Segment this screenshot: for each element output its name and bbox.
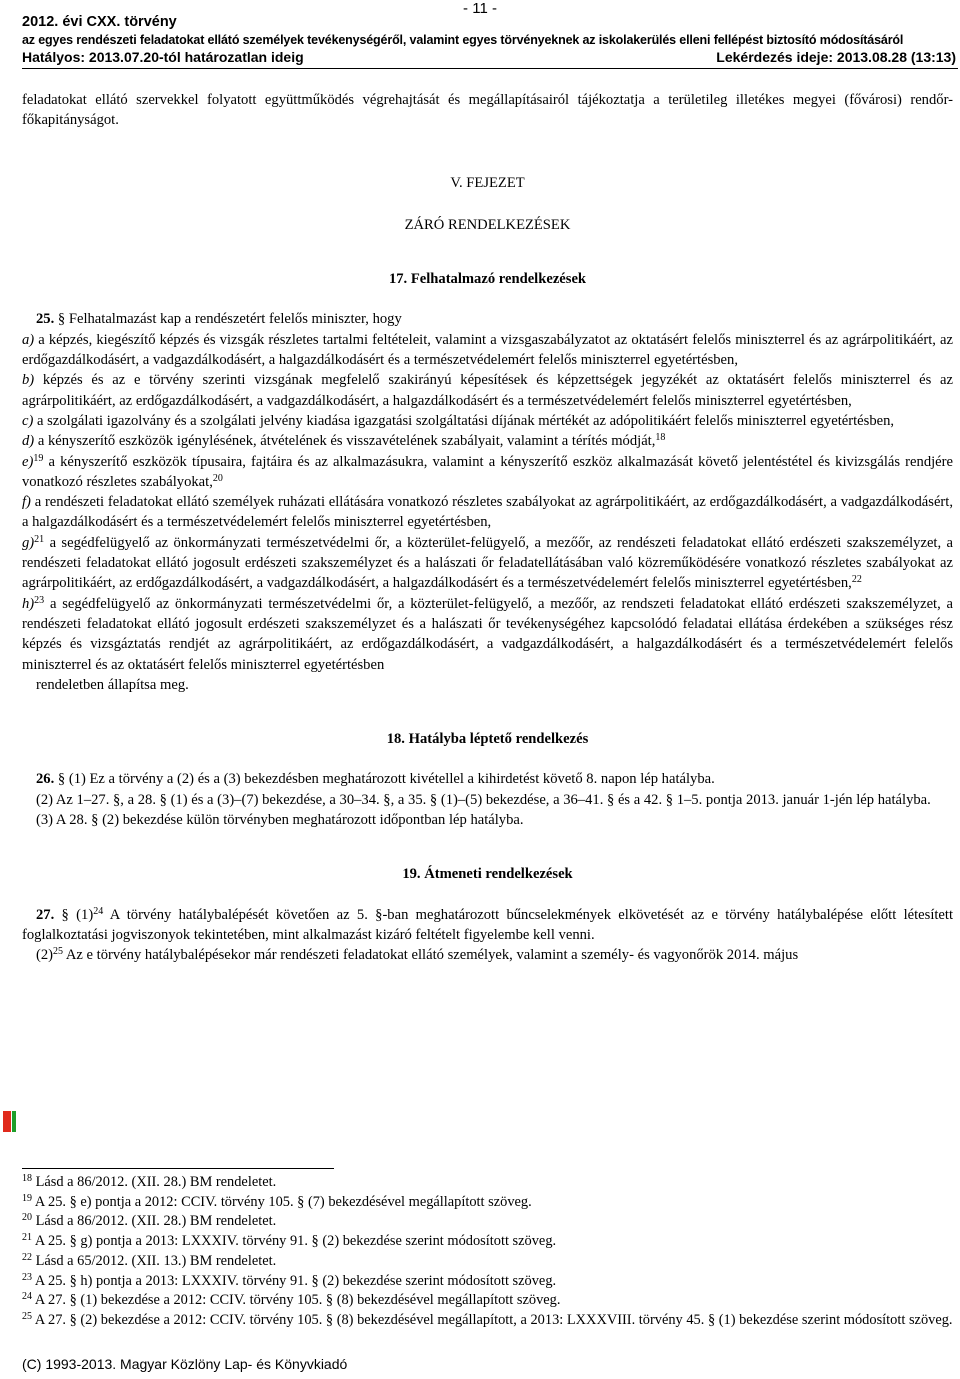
paragraph-26-3: (3) A 28. § (2) bekezdése külön törvényben meghatározott időpontban lép hatályba. [36, 812, 524, 829]
footnote [22, 1252, 953, 1272]
point-a [22, 330, 953, 371]
point-d-text: a kényszerítő eszközök igénylésének, átvételének és visszavételének szabályait, valamint a térítés módját, [37, 433, 656, 450]
closing-line: rendeletben állapítsa meg. [36, 676, 189, 693]
point-e [22, 452, 953, 493]
footnote-ref-19[interactable]: 19 [33, 452, 44, 464]
footnote-ref-25[interactable]: 25 [53, 946, 64, 958]
paragraph-27-2 [22, 945, 953, 965]
footnote-text: A 25. § g) pontja a 2013: LXXXIV. törvény 91. § (2) bekezdése szerint módosított szöveg. [34, 1233, 557, 1250]
footnote [22, 1311, 953, 1331]
law-title: 2012. évi CXX. törvény [22, 14, 177, 30]
point-b-text: képzés és az e törvény szerinti vizsgának megfelelő szakirányú képesítések és képzettségek jegyzékét az oktatásért felelős miniszterrel és az agrárpolitikáért, az erdőgazdálkodásért, a vadgazdálkodásért, a halgazdálkodásért és a természetvédelemért felelős miniszterrel egyetértésben, [22, 372, 953, 409]
page-number: - 11 - [463, 0, 497, 17]
footnote-text: A 25. § h) pontja a 2013: LXXXIV. törvény 91. § (2) bekezdése szerint módosított szöveg. [34, 1272, 557, 1289]
point-d-label: d) [22, 433, 35, 450]
footnote-text: Lásd a 86/2012. (XII. 28.) BM rendeletet. [35, 1213, 277, 1230]
point-f [22, 492, 953, 533]
footnote-text: A 27. § (2) bekezdése a 2012: CCIV. törvény 105. § (8) bekezdésével megállapított, a 2013: LXXXVIII. törvény 45. § (1) bekezdése szerint módosított szöveg. [34, 1311, 953, 1328]
paragraph-27-1-text: A törvény hatálybalépését követően az 5. §-ban meghatározott bűncselekmények elkövetését az e törvény hatálybalépése előtt létesített foglalkoztatási jogviszonyok tekintetében, mint alkalmazást kizáró feltételt figyelembe kell venni. [22, 906, 954, 943]
point-f-label: f) [22, 494, 31, 511]
section-19-title: 19. Átmeneti rendelkezések [402, 866, 573, 883]
paragraph-25-number: 25. [36, 311, 55, 328]
footnote-ref-21[interactable]: 21 [34, 533, 45, 545]
point-g-text: a segédfelügyelő az önkormányzati természetvédelmi őr, a közterület-felügyelő, a mezőőr, az rendészeti feladatokat ellátó erdészeti szakszemélyzet, a rendészeti feladatokat ellátó jogosult erdészeti szakszemélyzet és a halászati őr feladatellátásában való közreműködésére vonatkozó részletes szabályokat az agrárpolitikáért, az erdőgazdálkodásért, a vadgazdálkodásért, a halgazdálkodásért és a természetvédelemért felelős miniszterrel egyetértésben, [22, 534, 953, 592]
footnote-number: 21 [22, 1232, 32, 1244]
footnote-ref-22[interactable]: 22 [851, 574, 862, 586]
law-description: az egyes rendészeti feladatokat ellátó személyek tevékenységéről, valamint egyes törvényeknek az iskolakerülés elleni fellépést biztosító módosításáról [22, 33, 904, 47]
footnote-number: 23 [22, 1271, 32, 1283]
footnote-number: 24 [22, 1291, 32, 1303]
query-date: Lekérdezés ideje: 2013.08.28 (13:13) [716, 49, 956, 65]
footnote [22, 1173, 953, 1193]
footnotes [22, 1173, 953, 1331]
footnote-rule [22, 1168, 334, 1169]
paragraph-26-1: 26. § (1) Ez a törvény a (2) és a (3) bekezdésben meghatározott kivétellel a kihirdetést követő 8. napon lép hatályba. [36, 771, 715, 788]
point-h-label: h) [22, 595, 35, 612]
paragraph-27-1-label: (1) [76, 906, 94, 923]
paragraph-26-number: 26. [36, 771, 55, 788]
paragraph-26-1-text: (1) Ez a törvény a (2) és a (3) bekezdésben meghatározott kivétellel a kihirdetést követő 8. napon lép hatályba. [68, 771, 715, 788]
paragraph-27-1: 27. § $(1)^{24}$ A törvény hatálybalépését követően az 5. §-ban meghatározott bűncselekmények elkövetését az e törvény hatálybalépése előtt létesített foglalkoztatási jogviszonyok tekintetében, mint alkalmazást kizáró feltételt figyelembe kell venni. [22, 905, 954, 943]
footnote [22, 1212, 953, 1232]
change-marker-green [12, 1111, 16, 1132]
paragraph-27-2-label: (2) [36, 947, 54, 964]
chapter-title: ZÁRÓ RENDELKEZÉSEK [404, 216, 571, 233]
point-g [22, 533, 953, 594]
footnote-text: A 25. § e) pontja a 2012: CCIV. törvény 105. § (7) bekezdésével megállapított szöveg. [34, 1193, 532, 1210]
footnote-number: 25 [22, 1310, 32, 1322]
copyright: (C) 1993-2013. Magyar Közlöny Lap- és Könyvkiadó [22, 1356, 348, 1372]
footnote-text: Lásd a 65/2012. (XII. 13.) BM rendeletet. [35, 1252, 277, 1269]
effective-date: Hatályos: 2013.07.20-tól határozatlan ideig [22, 49, 304, 65]
footnote-ref-20[interactable]: 20 [212, 472, 223, 484]
point-e-text: a kényszerítő eszközök típusaira, fajtáira és az alkalmazásukra, valamint a kényszerítő eszköz alkalmazását követő jelentéstétel és kivizsgálás rendjére vonatkozó részletes szabályokat, [22, 453, 953, 490]
point-d [22, 431, 953, 451]
footnote-ref-23[interactable]: 23 [34, 594, 45, 606]
footnote [22, 1291, 953, 1311]
point-c-label: c) [22, 412, 34, 429]
point-a-text: a képzés, kiegészítő képzés és vizsgák részletes tartalmi feltételeit, valamint a vizsgaszabályzatot az oktatásért felelős miniszterrel és az agrárpolitikáért, az erdőgazdálkodásért, a vadgazdálkodásért, a halgazdálkodásért és a természetvédelemért felelős miniszterrel egyetértésben, [22, 331, 953, 369]
point-b-label: b) [22, 372, 35, 389]
paragraph-27-2-text: Az e törvény hatálybalépésekor már rendészeti feladatokat ellátó személyek, valamint a személy- és vagyonőrök 2014. május [65, 947, 799, 964]
paragraph-25: 25. § Felhatalmazást kap a rendészetért felelős miniszter, hogy [36, 311, 402, 328]
point-g-label: g) [22, 534, 35, 551]
footnote-number: 22 [22, 1251, 32, 1263]
section-18-title: 18. Hatályba léptető rendelkezés [386, 731, 589, 748]
paragraph-26-2: (2) Az 1–27. §, a 28. § (1) és a (3)–(7) bekezdése, a 30–34. §, a 35. § (1)–(5) bekezdése, a 36–41. § és a 42. § 1–5. pontja 2013. január 1-jén lép hatályba. [36, 791, 931, 808]
footnote-number: 18 [22, 1173, 32, 1184]
point-e-label: e) [22, 453, 34, 470]
footnote [22, 1272, 953, 1292]
document-body [22, 90, 953, 966]
point-f-text: a rendészeti feladatokat ellátó személyek ruházati ellátására vonatkozó részletes szabályokat az agrárpolitikáért, az erdőgazdálkodásért, a vadgazdálkodásért, a halgazdálkodásért és a természetvédelemért felelős miniszterrel egyetértésben, [22, 494, 953, 531]
status-row [22, 49, 958, 65]
footnote-ref-24[interactable]: 24 [93, 905, 104, 917]
footnote [22, 1193, 953, 1213]
point-c-text: a szolgálati igazolvány és a szolgálati jelvény kiadása igazgatási szolgáltatási díjának mértékét az adópolitikáért felelős miniszterrel egyetértésben, [37, 412, 895, 429]
footnote-number: 20 [22, 1212, 32, 1224]
paragraph-25-text: Felhatalmazást kap a rendészetért felelős miniszter, hogy [68, 311, 402, 328]
footnote-ref-18[interactable]: 18 [655, 432, 666, 444]
intro-paragraph: feladatokat ellátó szervekkel folyatott együttműködés végrehajtását és megállapításairól tájékoztatja a területileg illetékes megyei (fővárosi) rendőr-főkapitányságot. [22, 92, 953, 129]
point-c [22, 411, 953, 431]
header-rule [22, 68, 958, 69]
footnote-number: 19 [22, 1192, 32, 1204]
point-b [22, 370, 953, 411]
point-a-label: a) [22, 331, 35, 348]
change-marker-red [3, 1111, 11, 1132]
point-h [22, 594, 953, 675]
chapter-heading: V. FEJEZET [450, 174, 525, 191]
footnote [22, 1232, 953, 1252]
section-17-title: 17. Felhatalmazó rendelkezések [388, 271, 587, 288]
point-h-text: a segédfelügyelő az önkormányzati természetvédelmi őr, a közterület-felügyelő, a mezőőr, az rendszeti feladatokat ellátó erdészeti szakszemélyzet, a rendészeti feladatokat ellátó jogosult erdészeti szakszemélyzet és a halászati őr tevékenységéhez kapcsolódó feladatai ellátása érdekében a szükséges rész képzés és vizsgáztatás rendjét az agrárpolitikáért, az erdőgazdálkodásért, a vadgazdálkodásért, a halgazdálkodásért és a természetvédelemért felelős miniszterrel és az oktatásért felelős miniszterrel egyetértésben [22, 595, 954, 673]
footnote-text: A 27. § (1) bekezdése a 2012: CCIV. törvény 105. § (8) bekezdésével megállapított szöveg. [34, 1292, 561, 1309]
footnote-text: Lásd a 86/2012. (XII. 28.) BM rendeletet. [35, 1174, 277, 1190]
paragraph-27-number: 27. [36, 906, 55, 923]
